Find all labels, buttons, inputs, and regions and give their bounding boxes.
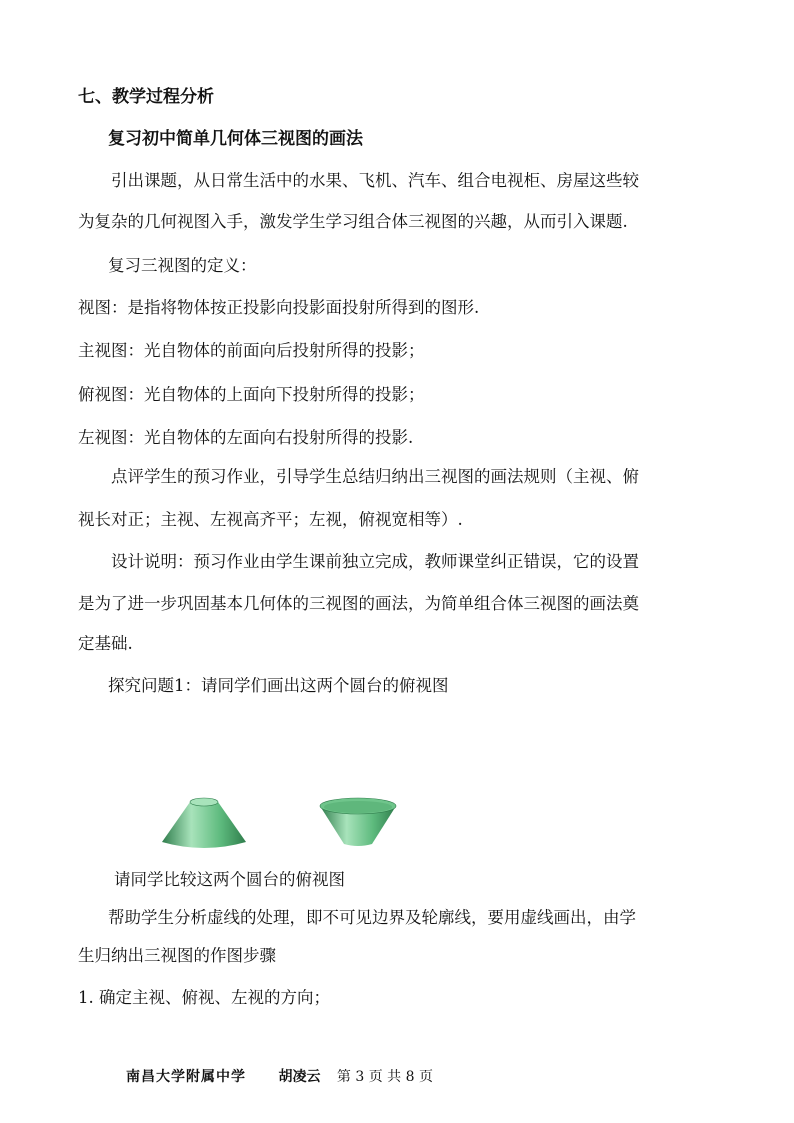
paragraph-line: 1. 确定主视、俯视、左视的方向；: [78, 988, 330, 1007]
page-footer: [126, 1066, 433, 1086]
paragraph-line: 俯视图：光自物体的上面向下投射所得的投影；: [78, 385, 425, 404]
paragraph-line: 主视图：光自物体的前面向后投射所得的投影；: [78, 341, 425, 360]
paragraph-line: 请同学比较这两个圆台的俯视图: [114, 870, 345, 889]
subheading: 复习初中简单几何体三视图的画法: [108, 129, 363, 149]
section-heading: 七、教学过程分析: [78, 87, 214, 107]
paragraph-line: 复习三视图的定义：: [108, 256, 257, 275]
footer-author: 胡凌云: [278, 1069, 321, 1085]
paragraph-line: 视长对正；主视、左视高齐平；左视，俯视宽相等）.: [78, 510, 463, 529]
paragraph-line: 是为了进一步巩固基本几何体的三视图的画法，为简单组合体三视图的画法奠: [78, 594, 639, 613]
paragraph-line: 为复杂的几何视图入手，激发学生学习组合体三视图的兴趣，从而引入课题.: [78, 212, 628, 231]
paragraph-line: 设计说明：预习作业由学生课前独立完成，教师课堂纠正错误，它的设置: [111, 552, 639, 571]
footer-school: 南昌大学附属中学: [126, 1069, 246, 1085]
paragraph-line: 定基础.: [78, 634, 133, 653]
frustum-upright-figure: [160, 796, 248, 852]
frustum-inverted-figure: [318, 796, 398, 852]
paragraph-line: 探究问题1：请同学们画出这两个圆台的俯视图: [108, 676, 449, 695]
paragraph-line: 生归纳出三视图的作图步骤: [78, 946, 276, 965]
paragraph-line: 视图：是指将物体按正投影向投影面投射所得到的图形.: [78, 298, 480, 317]
paragraph-line: 左视图：光自物体的左面向右投射所得的投影.: [78, 428, 414, 447]
paragraph-line: 引出课题，从日常生活中的水果、飞机、汽车、组合电视柜、房屋这些较: [111, 171, 639, 190]
footer-page-info: 第 3 页 共 8 页: [336, 1069, 433, 1085]
paragraph-line: 帮助学生分析虚线的处理，即不可见边界及轮廓线，要用虚线画出，由学: [108, 908, 636, 927]
paragraph-line: 点评学生的预习作业，引导学生总结归纳出三视图的画法规则（主视、俯: [111, 467, 639, 486]
